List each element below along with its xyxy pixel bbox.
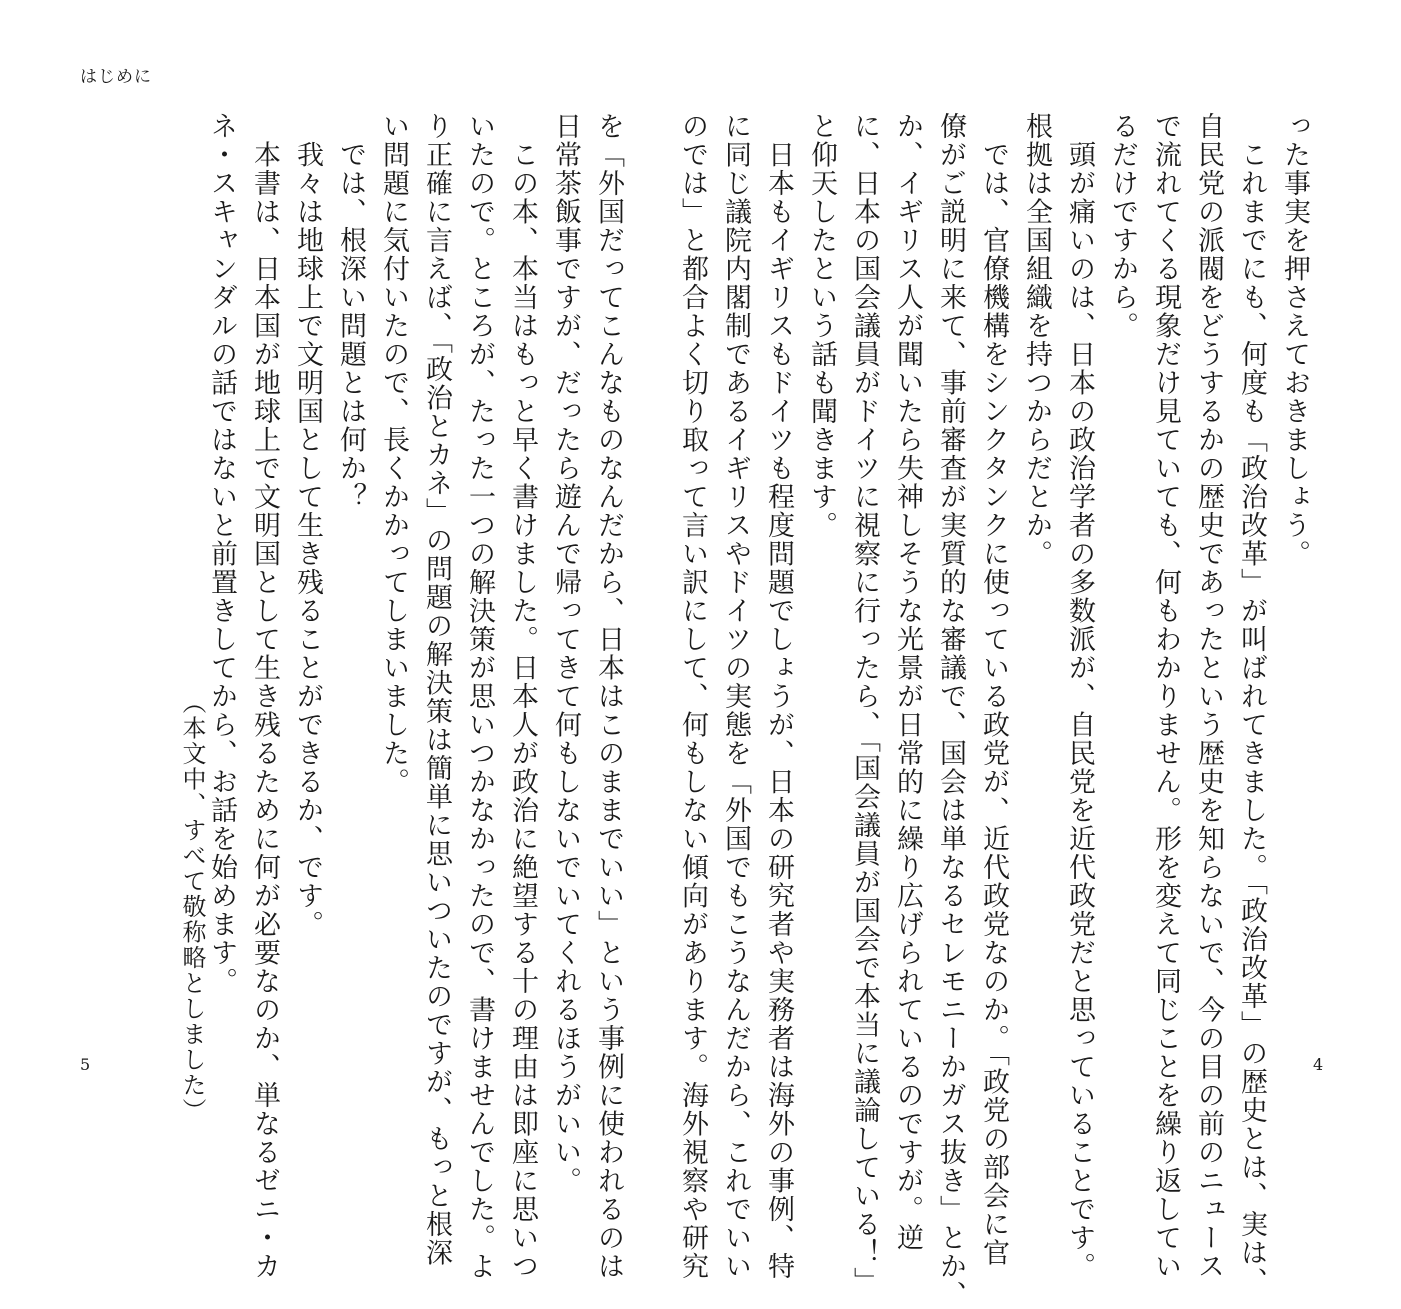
text-line: のでは」と都合よく切り取って言い訳にして、何もしない傾向があります。海外視察や研究: [677, 112, 708, 1281]
text-line: 僚がご説明に来て、事前審査が実質的な審議で、国会は単なるセレモニーかガス抜き」とか、: [935, 112, 966, 1309]
text-line: この本、本当はもっと早く書けました。日本人が政治に絶望する十の理由は即座に思いつ: [507, 112, 538, 1281]
text-line: 根拠は全国組織を持つからだとか。: [1021, 112, 1052, 568]
running-head: はじめに: [80, 67, 152, 87]
text-line: を「外国だってこんなものなんだから、日本はこのままでいい」という事例に使われるのは: [593, 112, 624, 1281]
text-line: で流れてくる現象だけ見ていても、何もわかりません。形を変えて同じことを繰り返してい: [1150, 112, 1181, 1281]
text-line: るだけですから。: [1107, 112, 1138, 340]
text-line: 日常茶飯事ですが、だったら遊んで帰ってきて何もしないでいてくれるほうがいい。: [550, 112, 581, 1195]
text-line: と仰天したという話も聞きます。: [806, 112, 837, 540]
text-line: 頭が痛いのは、日本の政治学者の多数派が、自民党を近代政党だと思っていることです。: [1064, 112, 1095, 1281]
text-line: った事実を押さえておきましょう。: [1279, 112, 1310, 568]
page-number-right: 4: [1313, 1055, 1324, 1074]
text-line: に同じ議院内閣制であるイギリスやドイツの実態を「外国でもこうなんだから、これでいい: [720, 112, 751, 1281]
text-line: り正確に言えば、「政治とカネ」の問題の解決策は簡単に思いついたのですが、もっと根深: [421, 112, 452, 1267]
honorifics-note: （本文中、すべて敬称略としました）: [178, 690, 206, 1124]
right-page-body: [671, 112, 1316, 1309]
right-page: [677, 0, 1401, 1309]
text-line: ネ・スキャンダルの話ではないと前置きしてから、お話を始めます。: [206, 112, 237, 996]
text-line: い問題に気付いたので、長くかかってしまいました。: [378, 112, 409, 796]
page-number-left: 5: [80, 1055, 91, 1074]
text-line: 我々は地球上で文明国として生き残ることができるか、です。: [292, 112, 323, 939]
text-line: 日本もイギリスもドイツも程度問題でしょうが、日本の研究者や実務者は海外の事例、特: [763, 112, 794, 1281]
left-page: [0, 0, 700, 1281]
text-line: いたので。ところが、たった一つの解決策が思いつかなかったので、書けませんでした。よ: [464, 112, 495, 1281]
text-line: 本書は、日本国が地球上で文明国として生き残るために何が必要なのか、単なるゼニ・カ: [249, 112, 280, 1281]
text-line: これまでにも、何度も「政治改革」が叫ばれてきました。「政治改革」の歴史とは、実は、: [1236, 112, 1267, 1296]
text-line: 自民党の派閥をどうするかの歴史であったという歴史を知らないで、今の目の前のニュース: [1193, 112, 1224, 1281]
text-line: か、イギリス人が聞いたら失神しそうな光景が日常的に繰り広げられているのですが。逆: [892, 112, 923, 1252]
text-line: に、日本の国会議員がドイツに視察に行ったら、「国会議員が国会で本当に議論している！」: [849, 112, 880, 1296]
left-page-body: [200, 112, 630, 1281]
text-line: では、官僚機構をシンクタンクに使っている政党が、近代政党なのか。「政党の部会に官: [978, 112, 1009, 1267]
text-line: では、根深い問題とは何か？: [335, 112, 366, 511]
